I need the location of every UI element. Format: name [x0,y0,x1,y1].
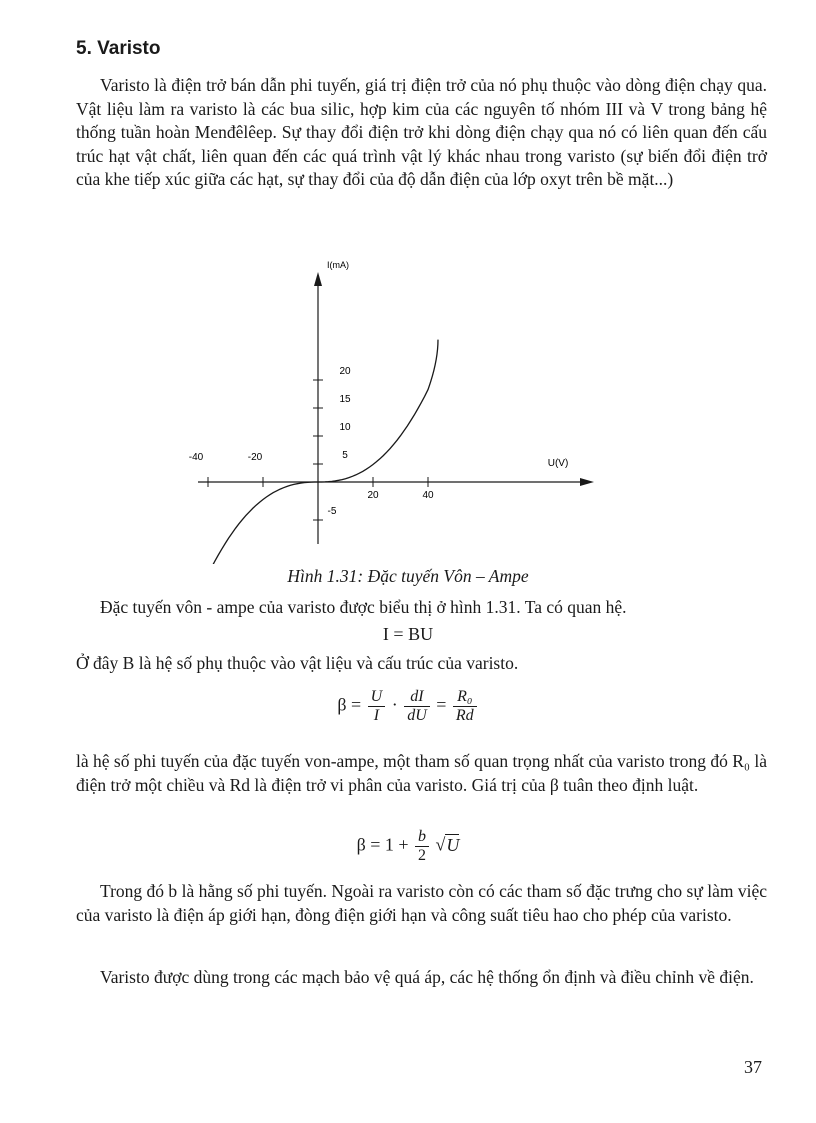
paragraph-nonlinear-coefficient: là hệ số phi tuyến của đặc tuyến von-ampe, một tham số quan trọng nhất của varisto trong đó R₀ là điện trở một chiều và Rd là điện trở vi phân của varisto. Giá trị của β tuân theo định luật. [76,751,767,795]
fraction-denominator: 2 [418,847,427,864]
fraction-r0-over-rd [453,688,477,725]
formula-i-equals-bu: I = BU [382,624,434,644]
fraction-numerator: b [415,828,429,847]
fraction-denominator: dU [407,707,427,724]
sqrt-argument: U [446,834,460,855]
intro-paragraph: Varisto là điện trở bán dẫn phi tuyến, giá trị điện trở của nó phụ thuộc vào dòng điện chạy qua. Vật liệu làm ra varisto là các bua silic, hợp kim của các nguyên tố nhóm III và V trong bảng hệ thống tuần hoàn Menđêlêep. Sự thay đổi điện trở khi dòng điện chạy qua nó có liên quan đến cấu trúc hạt vật chất, liên quan đến các quá trình vật lý khác nhau trong varisto (sự biến đổi điện trở của khe tiếp xúc giữa các hạt, sự thay đổi của độ dẫn điện của lớp oxyt trên bề mặt...) [76,75,767,189]
formula-equals: = [436,694,447,715]
page-number: 37 [744,1057,762,1077]
fraction-u-over-i [368,688,386,725]
formula-beta-definition: β = $\frac{U}{I}$ · $\frac{dI}{dU}$ = $\frac{\text{R₀}}{Rd}$ [0,688,816,725]
paragraph-applications: Varisto được dùng trong các mạch bảo vệ quá áp, các hệ thống ổn định và điều chỉnh về điện. [100,967,754,987]
fraction-denominator: Rd [455,707,474,724]
y-axis-arrow [314,272,322,286]
fraction-numerator: U [368,688,386,707]
formula-beta-law-lhs: β = 1 + [356,834,409,855]
fraction-b-over-2 [415,828,429,865]
formula-beta-lhs: β = [337,694,362,715]
fraction-denominator: I [373,707,380,724]
sqrt-symbol: √ [435,834,446,855]
x-axis-arrow [580,478,594,486]
x-tick-label: 20 [367,490,379,501]
x-tick-label: -40 [188,452,204,463]
y-tick-label: -5 [327,506,337,517]
x-tick-label: -20 [247,452,263,463]
section-heading: 5. Varisto [76,38,161,59]
formula-beta-law [0,828,816,865]
paragraph-iv-relation: Đặc tuyến vôn - ampe của varisto được biểu thị ở hình 1.31. Ta có quan hệ. [100,597,627,617]
y-tick-label: 20 [339,366,351,377]
paragraph-b-definition: Ở đây B là hệ số phụ thuộc vào vật liệu và cấu trúc của varisto. [76,653,519,673]
iv-chart [0,254,816,564]
y-tick-label: 15 [339,394,351,405]
fraction-di-over-du [404,688,430,725]
chart-axes [198,272,594,544]
x-tick-label: 40 [422,490,434,501]
fraction-numerator: R₀ [453,688,477,707]
y-axis-label: I(mA) [327,260,349,270]
chart-tick-labels [189,366,434,517]
paragraph-other-parameters: Trong đó b là hằng số phi tuyến. Ngoài ra varisto còn có các tham số đặc trưng cho sự làm việc của varisto là điện áp giới hạn, đòng điện giới hạn và công suất tiêu hao cho phép của varisto. [76,881,767,925]
y-tick-label: 5 [342,450,348,461]
x-axis-label: U(V) [547,458,569,469]
y-tick-label: 10 [339,422,351,433]
figure-caption: Hình 1.31: Đặc tuyến Vôn – Ampe [287,566,529,586]
fraction-numerator: dI [404,688,430,707]
